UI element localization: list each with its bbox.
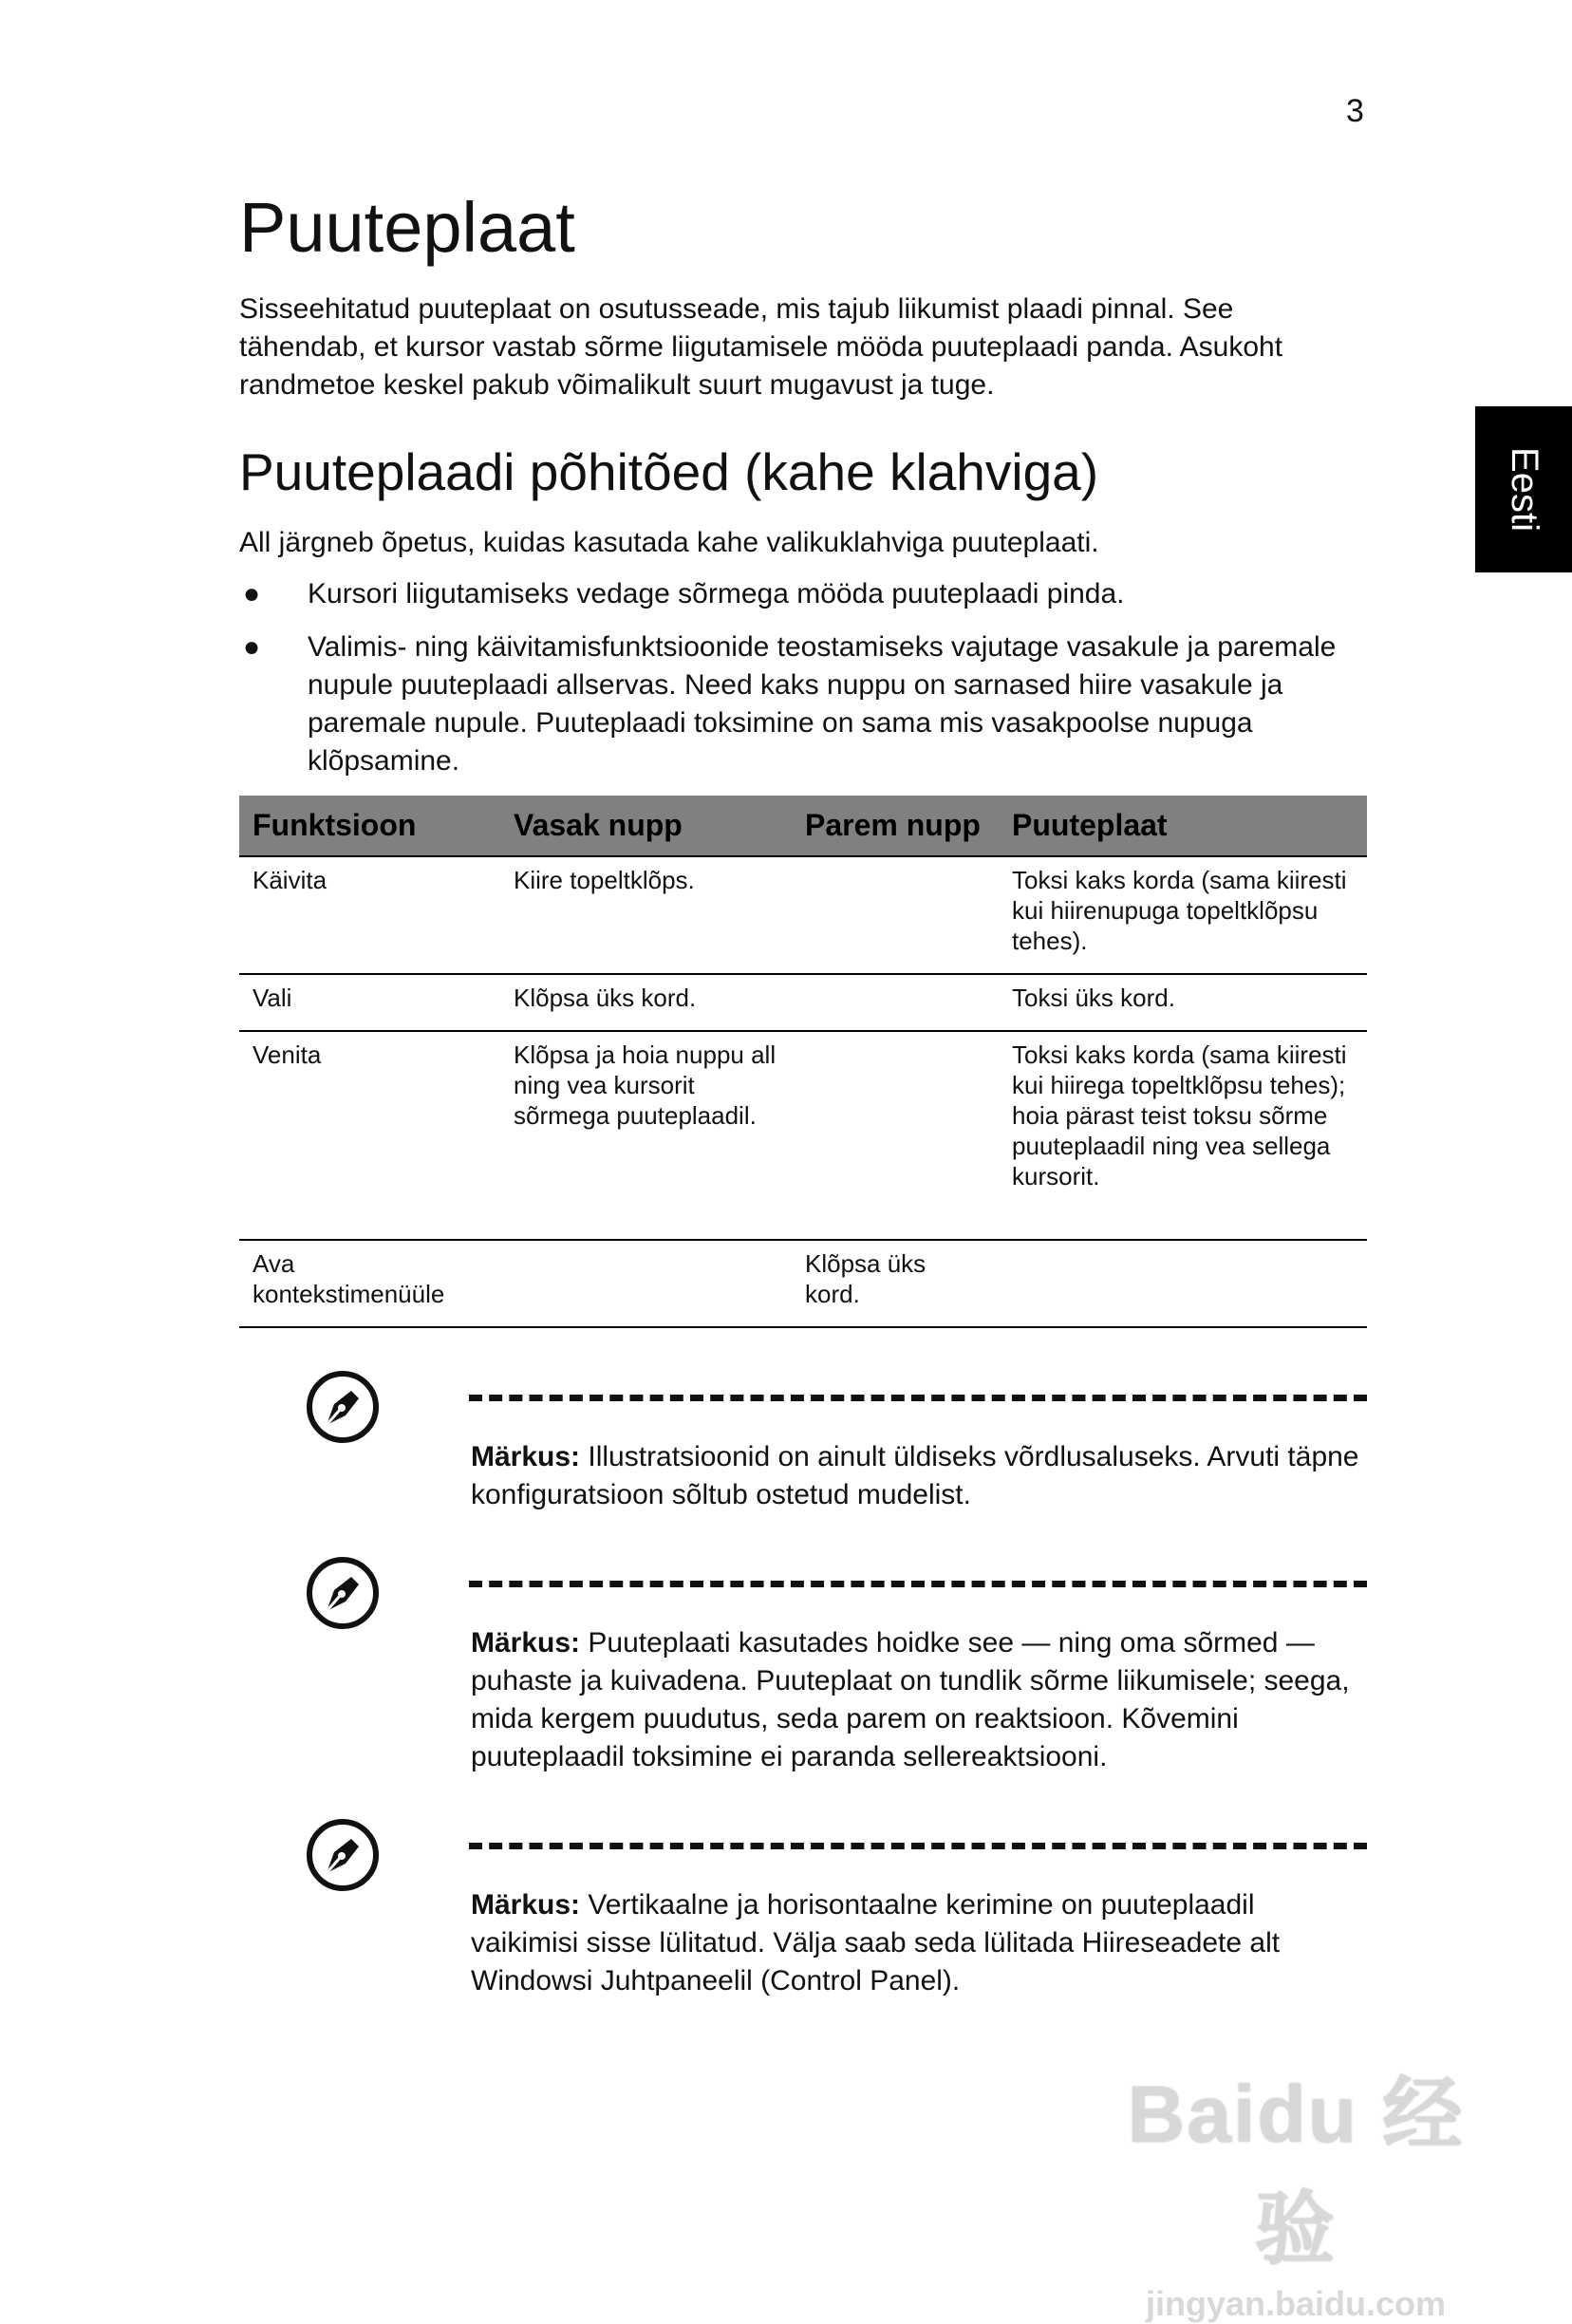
column-header-touchpad: Puuteplaat — [999, 796, 1367, 856]
column-header-function: Funktsioon — [239, 796, 500, 856]
column-header-left-button: Vasak nupp — [500, 796, 792, 856]
page-number: 3 — [1346, 93, 1364, 129]
language-tab-label: Eesti — [1503, 447, 1545, 532]
table-row — [239, 974, 1367, 1031]
table-cell: Vali — [239, 974, 500, 1031]
list-item — [239, 628, 1367, 780]
note-body: Puuteplaati kasutades hoidke see — ning oma sõrmed — puhaste ja kuivadena. Puuteplaat on tundlik sõrme liikumisele; seega, mida kergem puudutus, seda parem on reaktsioon. Kõvemini puuteplaadil toksimine ei paranda sellereaktsiooni. — [471, 1627, 1350, 1772]
table-cell: Klõpsa üks kord. — [500, 974, 792, 1031]
table-cell — [792, 1031, 999, 1240]
note-block — [306, 1370, 1367, 1514]
table-cell: Toksi üks kord. — [999, 974, 1367, 1031]
table-cell: Toksi kaks korda (sama kiiresti kui hiirenupuga topeltklõpsu tehes). — [999, 856, 1367, 974]
table-cell: Klõpsa ja hoia nuppu all ning vea kursorit sõrmega puuteplaadil. — [500, 1031, 792, 1240]
bullet-list — [239, 575, 1367, 780]
page-title: Puuteplaat — [239, 188, 575, 267]
table-row — [239, 856, 1367, 974]
section-intro: All järgneb õpetus, kuidas kasutada kahe valikuklahviga puuteplaati. — [239, 527, 1099, 558]
watermark-url: jingyan.baidu.com — [1145, 2284, 1447, 2323]
note-label: Märkus: — [471, 1889, 581, 1921]
bullet-icon: ● — [243, 578, 261, 609]
table-cell — [792, 974, 999, 1031]
table-cell — [500, 1240, 792, 1327]
language-tab — [1475, 406, 1572, 572]
table-row — [239, 1031, 1367, 1240]
watermark — [1111, 2013, 1481, 2323]
note-label: Märkus: — [471, 1441, 581, 1472]
table-row — [239, 1240, 1367, 1327]
dashed-divider — [469, 1843, 1367, 1849]
table-cell: Toksi kaks korda (sama kiiresti kui hiirega topeltklõpsu tehes); hoia pärast teist toksu sõrme puuteplaadil ning vea sellega kursorit. — [999, 1031, 1367, 1240]
table-header-row — [239, 796, 1367, 856]
pen-nib-icon — [306, 1818, 380, 1892]
column-header-right-button: Parem nupp — [792, 796, 999, 856]
bullet-icon: ● — [243, 631, 261, 663]
table-cell: Venita — [239, 1031, 500, 1240]
table-cell: Käivita — [239, 856, 500, 974]
pen-nib-icon — [306, 1370, 380, 1444]
watermark-logo: Baidu 经验 — [1127, 2070, 1465, 2274]
table-cell — [999, 1240, 1367, 1327]
note-body: Illustratsioonid on ainult üldiseks võrdlusaluseks. Arvuti täpne konfiguratsioon sõltub ostetud mudelist. — [471, 1441, 1359, 1510]
section-title: Puuteplaadi põhitõed (kahe klahviga) — [239, 442, 1099, 501]
list-item — [239, 575, 1367, 613]
dashed-divider — [469, 1395, 1367, 1401]
table-cell — [792, 856, 999, 974]
bullet-text: Valimis- ning käivitamisfunktsioonide teostamiseks vajutage vasakule ja paremale nupule puuteplaadi allservas. Need kaks nuppu on sarnased hiire vasakule ja paremale nupule. Puuteplaadi toksimine on sama mis vasakpoolse nupuga klõpsamine. — [308, 631, 1337, 777]
intro-paragraph: Sisseehitatud puuteplaat on osutusseade, mis tajub liikumist plaadi pinnal. See tähendab, et kursor vastab sõrme liigutamisele mööda puuteplaadi panda. Asukoht randmetoe keskel pakub võimalikult suurt mugavust ja tuge. — [239, 293, 1283, 401]
page-content — [239, 186, 1367, 2000]
pen-nib-icon — [306, 1556, 380, 1630]
table-cell: Ava kontekstimenüüle — [239, 1240, 500, 1327]
note-block — [306, 1556, 1367, 1776]
touchpad-functions-table — [239, 796, 1367, 1328]
bullet-text: Kursori liigutamiseks vedage sõrmega mööda puuteplaadi pinda. — [308, 578, 1125, 609]
note-block — [306, 1818, 1367, 2000]
dashed-divider — [469, 1581, 1367, 1587]
note-text — [306, 1556, 1367, 1776]
note-text — [306, 1370, 1367, 1514]
note-label: Märkus: — [471, 1627, 581, 1659]
table-cell: Klõpsa üks kord. — [792, 1240, 999, 1327]
note-body: Vertikaalne ja horisontaalne kerimine on puuteplaadil vaikimisi sisse lülitatud. Välja saab seda lülitada Hiireseadete alt Windowsi Juhtpaneelil (Control Panel). — [471, 1889, 1281, 1996]
table-cell: Kiire topeltklõps. — [500, 856, 792, 974]
